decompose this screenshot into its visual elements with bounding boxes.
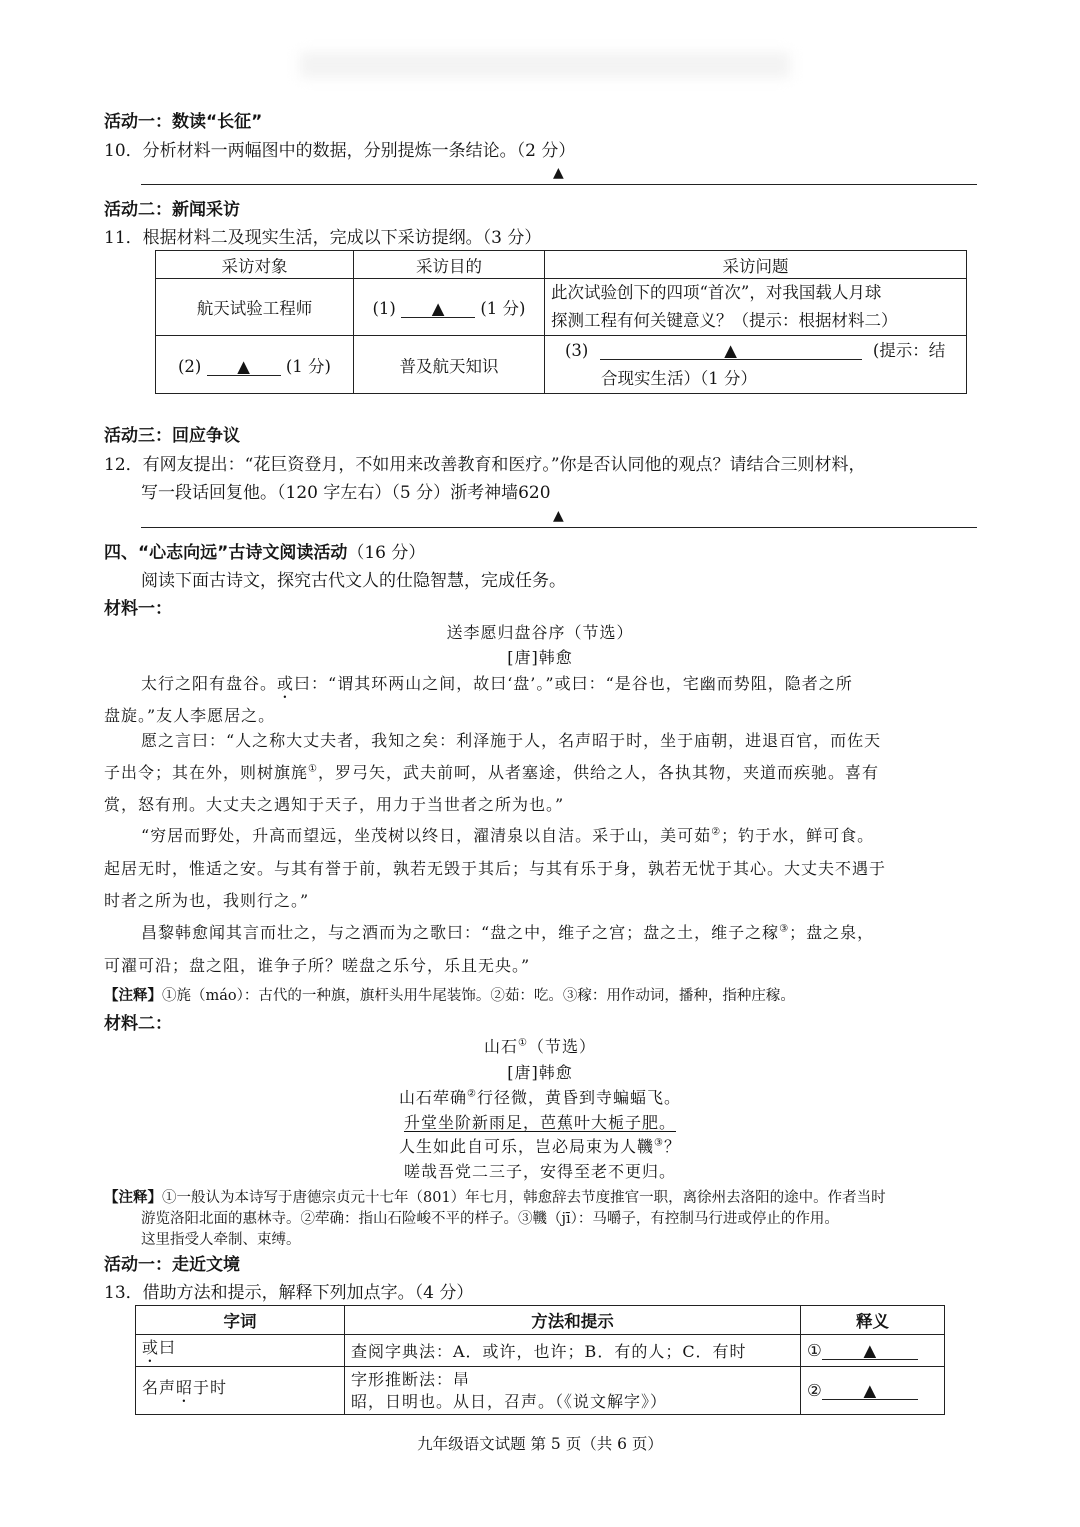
section-4-title: 四、“心志向远”古诗文阅读活动（16 分） xyxy=(104,543,426,563)
material-1-label: 材料一： xyxy=(104,599,172,619)
question-12-line2: 写一段话回复他。（120 字左右）（5 分）浙考神墙620 xyxy=(141,483,551,503)
answer-line xyxy=(141,184,977,185)
answer-blank[interactable]: ▲ xyxy=(600,343,862,360)
page-footer: 九年级语文试题 第 5 页（共 6 页） xyxy=(417,1435,663,1453)
table-cell: 或曰 xyxy=(136,1335,345,1367)
material-1-note: 【注释】①旄（máo）：古代的一种旗，旗杆头用牛尾装饰。②茹：吃。③稼：用作动词，播种，指种庄稼。 xyxy=(104,987,795,1004)
table-cell: 此次试验创下的四项“首次”，对我国载人月球 探测工程有何关键意义？（提示：根据材料二） xyxy=(545,279,967,336)
table-cell: ② ▲ xyxy=(801,1367,945,1415)
table-cell: 查阅字典法：A．或许，也许；B．有的人；C．有时 xyxy=(345,1335,801,1367)
material-1-author: [唐]韩愈 xyxy=(507,648,573,667)
table-cell: 名声昭于时 xyxy=(136,1367,345,1415)
material-2-note: 这里指受人牵制、束缚。 xyxy=(141,1232,301,1248)
passage-line: 昌黎韩愈闻其言而壮之，与之酒而为之歌曰：“盘之中，维子之宫；盘之土，维子之稼③；盘之泉， xyxy=(141,923,875,942)
material-2-note: 游览洛阳北面的惠林寺。②荦确：指山石险峻不平的样子。③鞿（jī）：马嚼子，有控制马行进或停止的作用。 xyxy=(141,1211,839,1227)
table-cell: 航天试验工程师 xyxy=(156,279,354,336)
material-2-author: [唐]韩愈 xyxy=(507,1063,573,1082)
passage-line: 愿之言曰：“人之称大丈夫者，我知之矣：利泽施于人，名声昭于时，坐于庙朝，进退百官，而佐天 xyxy=(141,731,882,750)
table-header: 方法和提示 xyxy=(345,1306,801,1335)
activity-3-title: 活动三：回应争议 xyxy=(104,426,240,446)
passage-line: 可濯可沿；盘之阻，谁争子所？嗟盘之乐兮，乐且无央。” xyxy=(104,956,531,975)
seal-script-glyph: 𣅼 xyxy=(453,1369,471,1389)
passage-line: 太行之阳有盘谷。或曰：“谓其环两山之间，故曰‘盘’。”或曰：“是谷也，宅幽而势阻，隐者之所 xyxy=(141,674,853,693)
answer-line xyxy=(141,527,977,528)
answer-mark: ▲ xyxy=(553,508,564,524)
poem-line: 嗟哉吾党二三子，安得至老不更归。 xyxy=(403,1162,676,1181)
material-1-title: 送李愿归盘谷序（节选） xyxy=(446,623,634,642)
table-cell: (2) ▲ (1 分) xyxy=(156,336,354,394)
answer-mark: ▲ xyxy=(553,165,564,181)
poem-line: 山石荦确②行径微，黄昏到寺蝙蝠飞。 xyxy=(399,1088,681,1107)
table-header: 采访对象 xyxy=(156,251,354,279)
interview-table xyxy=(155,250,967,394)
poem-line: 升堂坐阶新雨足，芭蕉叶大栀子肥。 xyxy=(403,1113,676,1132)
top-blurred-header xyxy=(300,52,790,78)
poem-line: 人生如此自可乐，岂必局束为人鞿③？ xyxy=(399,1137,681,1156)
question-10: 10．分析材料一两幅图中的数据，分别提炼一条结论。（2 分） xyxy=(104,141,576,161)
question-11: 11．根据材料二及现实生活，完成以下采访提纲。（3 分） xyxy=(104,228,542,248)
activity-title: 活动一：走近文境 xyxy=(104,1255,240,1275)
answer-blank[interactable]: ▲ xyxy=(822,1343,918,1360)
passage-line: 盘旋。”友人李愿居之。 xyxy=(104,706,276,725)
word-table xyxy=(135,1305,945,1415)
passage-line: “穷居而野处，升高而望远，坐茂树以终日，濯清泉以自洁。采于山，美可茹②；钓于水，鲜可食。 xyxy=(141,826,875,845)
passage-line: 子出令；其在外，则树旗旄①，罗弓矢，武夫前呵，从者塞途，供给之人，各执其物，夹道而疾驰。喜有 xyxy=(104,763,879,782)
question-12-line1: 12．有网友提出：“花巨资登月，不如用来改善教育和医疗。”你是否认同他的观点？请结合三则材料， xyxy=(104,455,866,475)
table-cell: 普及航天知识 xyxy=(354,336,545,394)
question-13: 13．借助方法和提示，解释下列加点字。（4 分） xyxy=(104,1283,474,1303)
passage-line: 起居无时，惟适之安。与其有誉于前，孰若无毁于其后；与其有乐于身，孰若无忧于其心。大丈夫不遇于 xyxy=(104,859,887,878)
activity-1-title: 活动一：数读“长征” xyxy=(104,112,263,132)
table-cell: (3) ▲ (提示：结 合现实生活）（1 分） xyxy=(545,336,967,394)
answer-blank[interactable]: ▲ xyxy=(401,301,475,318)
activity-2-title: 活动二：新闻采访 xyxy=(104,200,240,220)
passage-line: 时者之所为也，我则行之。” xyxy=(104,891,310,910)
table-header: 释义 xyxy=(801,1306,945,1335)
table-header: 字词 xyxy=(136,1306,345,1335)
answer-blank[interactable]: ▲ xyxy=(822,1383,918,1400)
table-cell: ① ▲ xyxy=(801,1335,945,1367)
table-header: 采访问题 xyxy=(545,251,967,279)
table-header: 采访目的 xyxy=(354,251,545,279)
material-2-title: 山石①（节选） xyxy=(484,1037,596,1056)
material-2-label: 材料二： xyxy=(104,1014,172,1034)
table-cell: (1) ▲ (1 分) xyxy=(354,279,545,336)
material-2-note: 【注释】①一般认为本诗写于唐德宗贞元十七年（801）年七月，韩愈辞去节度推官一职，离徐州去洛阳的途中。作者当时 xyxy=(104,1189,886,1206)
answer-blank[interactable]: ▲ xyxy=(207,359,281,376)
passage-line: 赏，怒有刑。大丈夫之遇知于天子，用力于当世者之所为也。” xyxy=(104,795,565,814)
table-cell: 字形推断法：𣅼 昭，日明也。从日，召声。（《说文解字》） xyxy=(345,1367,801,1415)
section-4-intro: 阅读下面古诗文，探究古代文人的仕隐智慧，完成任务。 xyxy=(141,571,566,591)
